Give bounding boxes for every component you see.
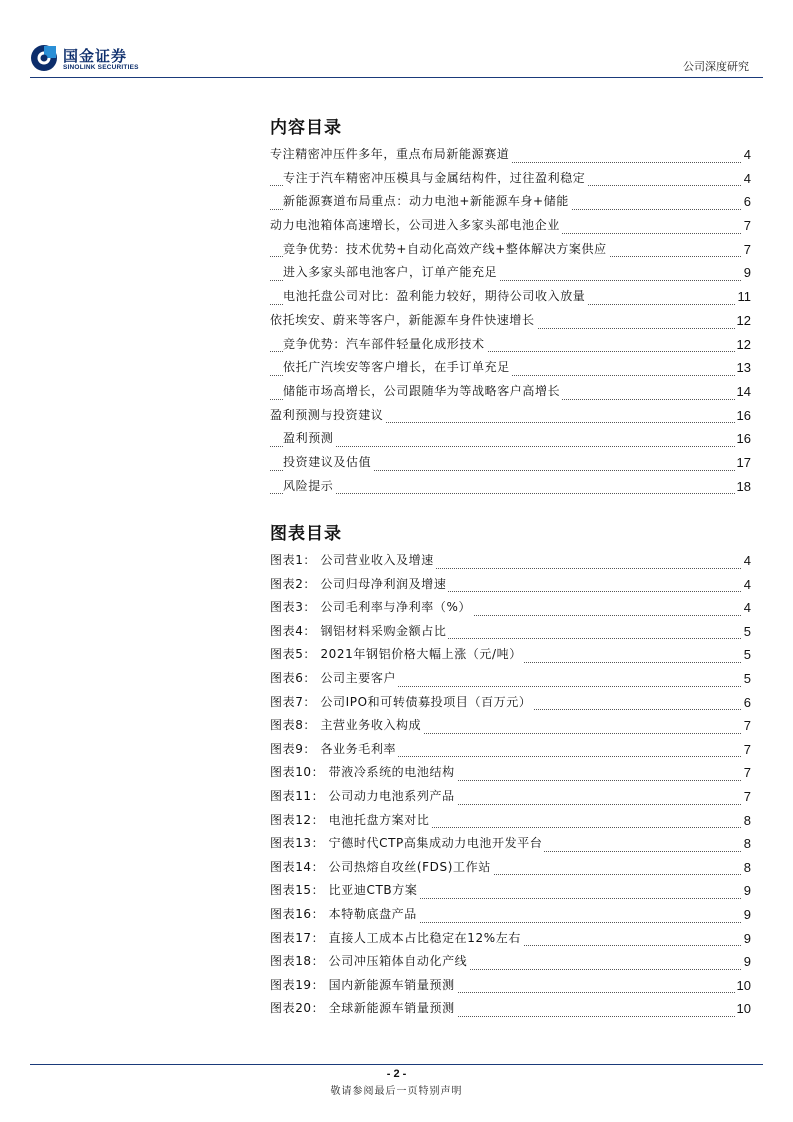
entry-title: 图表16： 本特勒底盘产品	[270, 903, 419, 927]
sinolink-logo-icon	[30, 44, 58, 72]
entry-title: 竞争优势：汽车部件轻量化成形技术	[283, 333, 487, 357]
entry-page-number: 7	[742, 785, 751, 809]
entry-title: 动力电池箱体高速增长，公司进入多家头部电池企业	[270, 214, 562, 238]
entry-title: 依托埃安、蔚来等客户，新能源车身件快速增长	[270, 309, 537, 333]
entry-page-number: 8	[742, 832, 751, 856]
entry-page-number: 4	[742, 167, 751, 191]
logo-chinese-name: 国金证券	[63, 47, 128, 65]
entry-page-number: 10	[735, 997, 751, 1021]
entry-page-number: 13	[735, 356, 751, 380]
entry-page-number: 4	[742, 549, 751, 573]
entry-page-number: 7	[742, 714, 751, 738]
entry-page-number: 9	[742, 879, 751, 903]
contents-title: 内容目录	[270, 118, 342, 138]
entry-title: 依托广汽埃安等客户增长，在手订单充足	[283, 356, 512, 380]
logo-english-name: SINOLINK SECURITIES	[63, 64, 139, 71]
toc-entry[interactable]	[270, 190, 751, 214]
entry-title: 图表9： 各业务毛利率	[270, 738, 398, 762]
entry-page-number: 7	[742, 238, 751, 262]
entry-title: 专注精密冲压件多年，重点布局新能源赛道	[270, 143, 511, 167]
figure-entry[interactable]	[270, 785, 751, 809]
figure-entry[interactable]	[270, 738, 751, 762]
entry-title: 进入多家头部电池客户，订单产能充足	[283, 261, 499, 285]
entry-page-number: 12	[735, 309, 751, 333]
entry-title: 图表1： 公司营业收入及增速	[270, 549, 436, 573]
entry-title: 图表8： 主营业务收入构成	[270, 714, 423, 738]
toc-entry[interactable]	[270, 214, 751, 238]
figure-entry[interactable]	[270, 974, 751, 998]
toc-entry[interactable]	[270, 309, 751, 333]
contents-list	[270, 143, 751, 498]
toc-entry[interactable]	[270, 261, 751, 285]
dot-leader	[270, 446, 751, 447]
entry-page-number: 5	[742, 667, 751, 691]
entry-title: 图表15： 比亚迪CTB方案	[270, 879, 419, 903]
footer-divider	[30, 1064, 763, 1065]
entry-page-number: 9	[742, 950, 751, 974]
entry-page-number: 5	[742, 620, 751, 644]
entry-title: 图表17： 直接人工成本占比稳定在12%左右	[270, 927, 523, 951]
entry-page-number: 17	[735, 451, 751, 475]
entry-page-number: 12	[735, 333, 751, 357]
toc-entry[interactable]	[270, 380, 751, 404]
entry-page-number: 11	[736, 285, 752, 309]
figures-list	[270, 549, 751, 1021]
entry-title: 盈利预测与投资建议	[270, 404, 385, 428]
entry-title: 图表6： 公司主要客户	[270, 667, 398, 691]
entry-page-number: 5	[742, 643, 751, 667]
entry-page-number: 10	[735, 974, 751, 998]
entry-page-number: 16	[735, 404, 751, 428]
page-number: - 2 -	[386, 1068, 407, 1080]
toc-entry[interactable]	[270, 238, 751, 262]
figure-entry[interactable]	[270, 809, 751, 833]
toc-entry[interactable]	[270, 356, 751, 380]
figures-title: 图表目录	[270, 524, 342, 544]
entry-page-number: 6	[742, 190, 751, 214]
figure-entry[interactable]	[270, 927, 751, 951]
figure-entry[interactable]	[270, 903, 751, 927]
entry-page-number: 4	[742, 596, 751, 620]
entry-title: 图表7： 公司IPO和可转债募投项目（百万元）	[270, 691, 533, 715]
figure-entry[interactable]	[270, 620, 751, 644]
entry-title: 电池托盘公司对比：盈利能力较好，期待公司收入放量	[283, 285, 587, 309]
company-logo	[30, 44, 150, 76]
entry-page-number: 7	[742, 738, 751, 762]
entry-title: 新能源赛道布局重点：动力电池+新能源车身+储能	[283, 190, 571, 214]
entry-title: 图表18： 公司冲压箱体自动化产线	[270, 950, 469, 974]
entry-page-number: 18	[735, 475, 751, 499]
entry-title: 竞争优势：技术优势+自动化高效产线+整体解决方案供应	[283, 238, 609, 262]
entry-page-number: 9	[742, 261, 751, 285]
figure-entry[interactable]	[270, 643, 751, 667]
entry-page-number: 9	[742, 903, 751, 927]
entry-title: 图表10： 带液冷系统的电池结构	[270, 761, 457, 785]
toc-entry[interactable]	[270, 167, 751, 191]
figure-entry[interactable]	[270, 549, 751, 573]
toc-entry[interactable]	[270, 451, 751, 475]
entry-title: 盈利预测	[283, 427, 335, 451]
entry-page-number: 8	[742, 809, 751, 833]
entry-title: 图表20： 全球新能源车销量预测	[270, 997, 457, 1021]
figure-entry[interactable]	[270, 997, 751, 1021]
toc-entry[interactable]	[270, 475, 751, 499]
entry-title: 图表14： 公司热熔自攻丝(FDS)工作站	[270, 856, 493, 880]
dot-leader	[270, 493, 751, 494]
entry-page-number: 9	[742, 927, 751, 951]
entry-page-number: 6	[742, 691, 751, 715]
figure-entry[interactable]	[270, 667, 751, 691]
figure-entry[interactable]	[270, 714, 751, 738]
entry-title: 储能市场高增长，公司跟随华为等战略客户高增长	[283, 380, 562, 404]
figure-entry[interactable]	[270, 691, 751, 715]
entry-page-number: 7	[742, 214, 751, 238]
figure-entry[interactable]	[270, 950, 751, 974]
entry-title: 图表19： 国内新能源车销量预测	[270, 974, 457, 998]
entry-title: 图表12： 电池托盘方案对比	[270, 809, 432, 833]
toc-entry[interactable]	[270, 333, 751, 357]
entry-title: 图表3： 公司毛利率与净利率（%）	[270, 596, 473, 620]
entry-page-number: 16	[735, 427, 751, 451]
disclaimer-note: 敬请参阅最后一页特别声明	[330, 1086, 463, 1097]
entry-title: 图表5： 2021年钢铝价格大幅上涨（元/吨）	[270, 643, 524, 667]
entry-title: 图表11： 公司动力电池系列产品	[270, 785, 457, 809]
page-header	[0, 0, 793, 80]
figure-entry[interactable]	[270, 832, 751, 856]
entry-title: 风险提示	[283, 475, 335, 499]
figure-entry[interactable]	[270, 596, 751, 620]
entry-title: 图表2： 公司归母净利润及增速	[270, 573, 448, 597]
figure-entry[interactable]	[270, 573, 751, 597]
figure-entry[interactable]	[270, 856, 751, 880]
figure-entry[interactable]	[270, 761, 751, 785]
header-divider	[30, 77, 763, 78]
entry-page-number: 8	[742, 856, 751, 880]
document-type-label: 公司深度研究	[683, 60, 749, 73]
entry-page-number: 14	[735, 380, 751, 404]
entry-title: 图表13： 宁德时代CTP高集成动力电池开发平台	[270, 832, 544, 856]
entry-page-number: 4	[742, 573, 751, 597]
entry-title: 图表4： 钢铝材料采购金额占比	[270, 620, 448, 644]
entry-page-number: 7	[742, 761, 751, 785]
figure-entry[interactable]	[270, 879, 751, 903]
toc-entry[interactable]	[270, 143, 751, 167]
entry-title: 专注于汽车精密冲压模具与金属结构件，过往盈利稳定	[283, 167, 587, 191]
entry-title: 投资建议及估值	[283, 451, 373, 475]
toc-entry[interactable]	[270, 404, 751, 428]
entry-page-number: 4	[742, 143, 751, 167]
toc-entry[interactable]	[270, 285, 751, 309]
toc-entry[interactable]	[270, 427, 751, 451]
